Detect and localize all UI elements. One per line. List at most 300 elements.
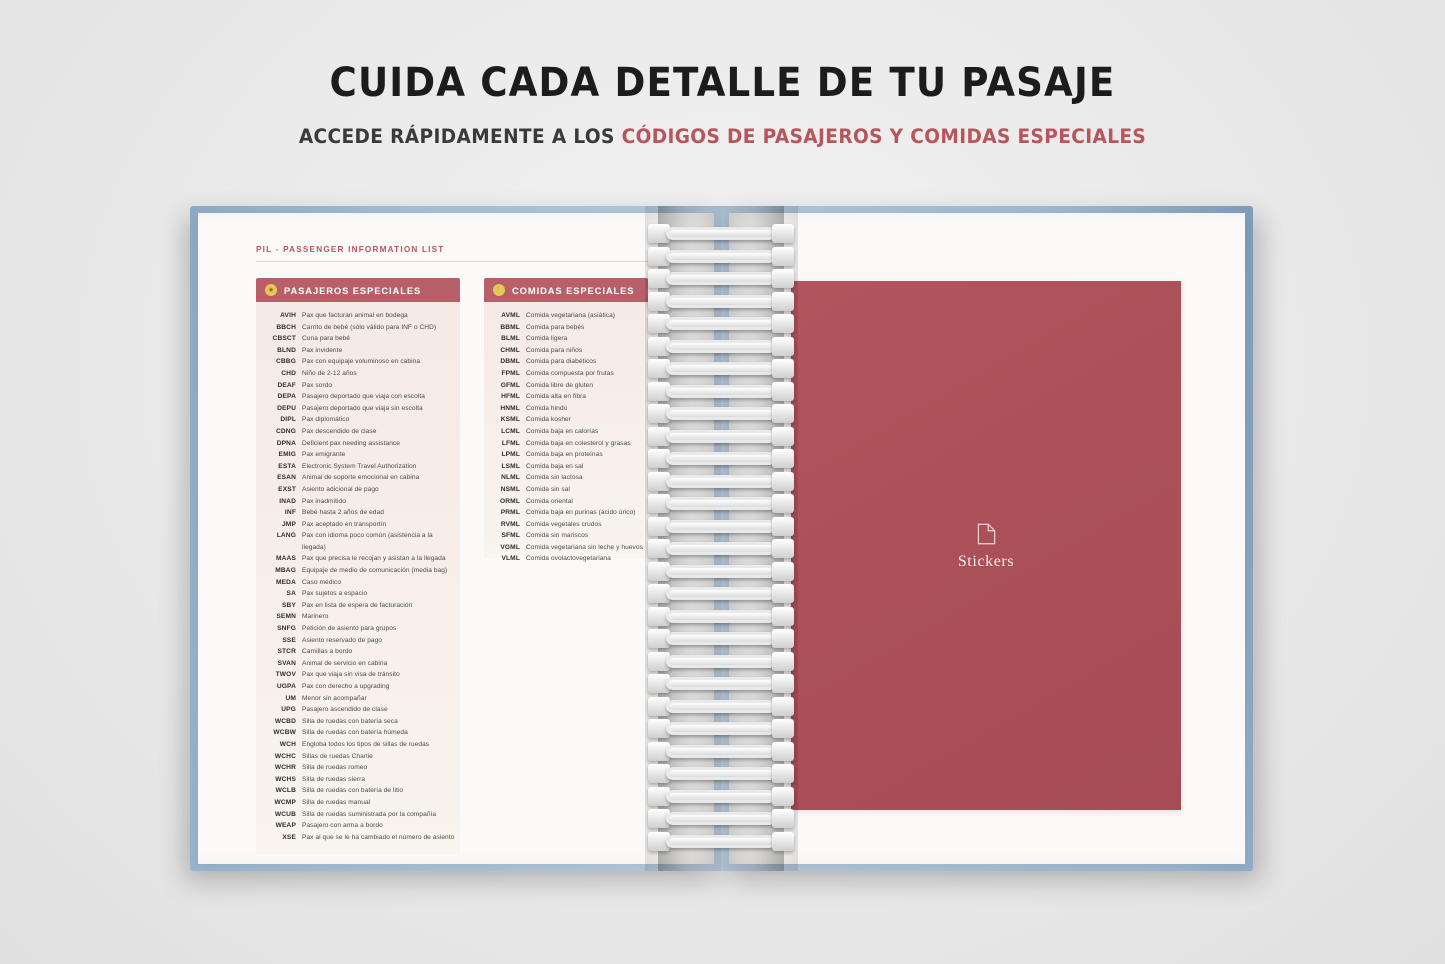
row-code: WEAP: [275, 822, 296, 830]
row-code: WCUB: [274, 810, 296, 818]
table-row: [256, 623, 456, 635]
table-row: [256, 507, 456, 519]
row-description: Pasajero con arma a bordo: [302, 822, 383, 830]
row-description: Pax descendido de clase: [302, 427, 377, 435]
star-badge-icon: ★: [265, 284, 277, 296]
spiral-ring: [648, 764, 794, 784]
row-description: Comida sin mariscos: [526, 532, 589, 540]
spiral-ring-wire: [666, 700, 776, 713]
meals-column-title: COMIDAS ESPECIALES: [512, 284, 635, 296]
row-code: SBY: [281, 601, 296, 609]
row-description: Pax con idioma poco común (asistencia a la llegada): [302, 532, 433, 551]
spiral-ring: [648, 247, 794, 267]
table-row: [256, 426, 456, 438]
table-row: [256, 693, 456, 705]
notebook-page-left: [198, 213, 714, 864]
spiral-ring: [648, 404, 794, 424]
spiral-ring-wire: [666, 407, 776, 420]
table-row: [256, 530, 456, 553]
table-row: [256, 600, 456, 612]
table-row: [484, 519, 644, 531]
row-code: ESAN: [277, 474, 296, 482]
row-description: Cuna para bebé: [302, 335, 350, 343]
table-row: [484, 322, 644, 334]
spiral-ring-wire: [666, 295, 776, 308]
table-row: [256, 577, 456, 589]
spiral-ring: [648, 314, 794, 334]
spiral-ring-wire: [666, 475, 776, 488]
spiral-ring-wire: [666, 497, 776, 510]
spiral-ring-cap-right: [772, 517, 794, 536]
spiral-ring: [648, 539, 794, 559]
row-description: Comida ligera: [526, 335, 568, 343]
row-description: Comida vegetariana sin leche y huevos: [526, 543, 643, 551]
passengers-column-title: PASAJEROS ESPECIALES: [284, 284, 422, 296]
table-row: [256, 356, 456, 368]
spiral-ring: [648, 629, 794, 649]
table-row: [484, 356, 644, 368]
spiral-ring: [648, 697, 794, 717]
row-description: Comida oriental: [526, 497, 573, 505]
row-code: MAAS: [275, 555, 296, 563]
table-row: [256, 588, 456, 600]
spiral-ring-wire: [666, 655, 776, 668]
row-description: Sillas de ruedas Charlie: [302, 752, 373, 760]
fork-badge-icon: 🍴: [493, 284, 505, 296]
table-row: [256, 368, 456, 380]
row-code: WCLB: [275, 787, 296, 795]
row-description: Comida ovolactovegetariana: [526, 555, 611, 563]
row-description: Marinero: [302, 613, 329, 621]
page-title: CUIDA CADA DETALLE DE TU PASAJE: [329, 60, 1116, 106]
table-row: [256, 496, 456, 508]
spiral-ring-wire: [666, 317, 776, 330]
spiral-ring-cap-right: [772, 247, 794, 266]
table-row: [256, 322, 456, 334]
spiral-ring: [648, 517, 794, 537]
table-row: [256, 704, 456, 716]
spiral-ring-cap-right: [772, 404, 794, 423]
table-row: [256, 519, 456, 531]
table-row: [484, 507, 644, 519]
row-code: JMP: [281, 520, 296, 528]
row-code: HFML: [501, 393, 520, 401]
spiral-ring-wire: [666, 835, 776, 848]
row-code: UGPA: [276, 683, 296, 690]
row-description: Comida para niños: [526, 346, 583, 354]
spiral-ring-cap-right: [772, 697, 794, 716]
spiral-ring-wire: [666, 812, 776, 825]
row-code: CDNG: [275, 427, 296, 435]
row-description: Asiento reservado de pago: [302, 636, 383, 644]
row-description: Comida kosher: [526, 416, 571, 424]
row-description: Pax emigrante: [302, 451, 346, 459]
row-description: Silla de ruedas romeo: [302, 764, 368, 772]
row-description: Pax aceptado en transportín: [302, 520, 387, 528]
row-description: Pax sujetos a espacio: [302, 590, 368, 598]
row-description: Camillas a bordo: [302, 648, 353, 656]
spiral-ring-wire: [666, 745, 776, 758]
row-code: WCHS: [275, 775, 296, 783]
notebook: [190, 206, 1253, 871]
row-code: SA: [286, 590, 296, 598]
row-code: XSE: [282, 833, 296, 841]
table-row: [484, 368, 644, 380]
table-row: [484, 310, 644, 322]
row-description: Bebé hasta 2 años de edad: [302, 509, 384, 517]
table-row: [256, 809, 456, 821]
spiral-ring: [648, 337, 794, 357]
row-code: INAD: [279, 497, 296, 505]
table-row: [256, 449, 456, 461]
row-description: Animal de servicio en cabina: [302, 659, 388, 667]
row-code: LCML: [501, 427, 520, 435]
spiral-ring: [648, 719, 794, 739]
spiral-ring-wire: [666, 722, 776, 735]
spiral-ring-cap-right: [772, 719, 794, 738]
row-code: EXST: [278, 485, 296, 493]
spiral-ring-cap-right: [772, 269, 794, 288]
row-description: Pax en lista de espera de facturación: [302, 601, 413, 609]
spiral-ring: [648, 427, 794, 447]
row-description: Comida para bebés: [526, 323, 585, 331]
row-code: MEDA: [275, 578, 296, 586]
table-row: [484, 484, 644, 496]
spiral-ring-wire: [666, 610, 776, 623]
table-row: [484, 333, 644, 345]
spiral-ring: [648, 742, 794, 762]
row-description: Comida baja en calorías: [526, 427, 599, 435]
spiral-ring-wire: [666, 767, 776, 780]
row-code: BBML: [500, 323, 520, 331]
table-row: [484, 391, 644, 403]
table-row: [256, 646, 456, 658]
row-code: BLND: [277, 346, 296, 354]
spiral-ring: [648, 472, 794, 492]
page-header: [0, 60, 1445, 148]
spiral-ring: [648, 809, 794, 829]
spiral-ring: [648, 787, 794, 807]
table-row: [256, 658, 456, 670]
spiral-ring-cap-right: [772, 449, 794, 468]
table-row: [256, 438, 456, 450]
spiral-ring-wire: [666, 385, 776, 398]
row-code: ORML: [499, 497, 520, 505]
row-description: Comida libre de gluten: [526, 381, 594, 389]
row-description: Comida baja en purinas (ácido úrico): [526, 509, 636, 517]
table-row: [256, 635, 456, 647]
table-row: [484, 380, 644, 392]
spiral-ring: [648, 359, 794, 379]
row-description: Electronic System Travel Authorization: [302, 462, 417, 470]
spiral-ring-wire: [666, 340, 776, 353]
table-row: [256, 832, 456, 844]
row-description: Pasajero deportado que viaja sin escolta: [302, 404, 423, 412]
spiral-ring-cap-right: [772, 224, 794, 243]
row-description: Silla de ruedas manual: [302, 798, 371, 806]
row-code: WCHR: [274, 764, 296, 772]
row-description: Silla de ruedas suministrada por la compañía: [302, 810, 437, 818]
passengers-list: [256, 302, 460, 849]
row-code: LPML: [501, 451, 520, 459]
row-code: HNML: [500, 404, 520, 412]
spiral-ring: [648, 832, 794, 852]
row-description: Asiento adicional de pago: [302, 485, 379, 493]
row-code: CHD: [281, 369, 296, 377]
table-row: [256, 820, 456, 832]
row-code: FPML: [501, 369, 520, 377]
row-description: Comida baja en proteínas: [526, 451, 603, 459]
spiral-ring-cap-right: [772, 337, 794, 356]
row-code: MBAG: [275, 567, 296, 575]
row-description: Caso médico: [302, 578, 342, 586]
spiral-ring-cap-right: [772, 539, 794, 558]
spiral-ring-wire: [666, 250, 776, 263]
spiral-ring-cap-right: [772, 787, 794, 806]
spiral-ring-cap-right: [772, 764, 794, 783]
row-description: Niño de 2-12 años: [302, 369, 357, 377]
row-code: LFML: [501, 439, 520, 447]
row-code: DEPU: [277, 404, 296, 412]
section-label: PIL - PASSENGER INFORMATION LIST: [256, 245, 445, 254]
table-row: [256, 472, 456, 484]
spiral-ring-wire: [666, 565, 776, 578]
table-row: [256, 333, 456, 345]
row-description: Menor sin acompañar: [302, 694, 367, 702]
passengers-column: [256, 278, 460, 855]
row-code: RVML: [500, 520, 520, 528]
table-row: [256, 310, 456, 322]
spiral-ring: [648, 674, 794, 694]
row-code: EMIG: [278, 451, 296, 459]
row-code: BBCH: [276, 323, 296, 331]
spiral-ring: [648, 269, 794, 289]
row-description: Silla de ruedas sierra: [302, 775, 366, 783]
table-row: [256, 484, 456, 496]
row-code: SVAN: [277, 659, 296, 667]
table-row: [256, 461, 456, 473]
table-row: [256, 681, 456, 693]
row-description: Comida sin lactosa: [526, 474, 583, 482]
spiral-ring: [648, 224, 794, 244]
spiral-ring: [648, 584, 794, 604]
row-description: Pax con equipaje voluminoso en cabina: [302, 358, 421, 366]
row-description: Pax diplomático: [302, 416, 350, 424]
subtitle-plain: ACCEDE RÁPIDAMENTE A LOS: [298, 125, 622, 148]
row-description: Comida vegetales crudos: [526, 520, 602, 528]
spiral-ring-wire: [666, 587, 776, 600]
spiral-ring: [648, 292, 794, 312]
spiral-ring-cap-right: [772, 674, 794, 693]
row-code: WCBD: [274, 717, 296, 725]
row-description: Silla de ruedas con batería húmeda: [302, 729, 408, 737]
spiral-ring: [648, 607, 794, 627]
spiral-ring: [648, 494, 794, 514]
row-description: Pax invidente: [302, 346, 343, 354]
row-code: WCH: [279, 740, 296, 748]
row-code: VLML: [501, 555, 520, 563]
row-description: Silla de ruedas con batería de litio: [302, 787, 404, 795]
spiral-ring-cap-right: [772, 832, 794, 851]
row-description: Comida baja en sal: [526, 462, 584, 470]
row-description: Petición de asiento para grupos: [302, 625, 397, 633]
spiral-ring-wire: [666, 272, 776, 285]
spiral-ring-cap-right: [772, 809, 794, 828]
table-row: [256, 553, 456, 565]
table-row: [256, 391, 456, 403]
table-row: [484, 472, 644, 484]
table-row: [484, 438, 644, 450]
row-code: CBSCT: [272, 335, 296, 343]
spiral-ring-wire: [666, 430, 776, 443]
row-description: Equipaje de medio de comunicación (media bag): [302, 567, 448, 575]
table-row: [484, 426, 644, 438]
row-description: Comida hindú: [526, 404, 568, 412]
table-row: [256, 785, 456, 797]
row-code: UPG: [281, 706, 296, 714]
row-description: Pax inadmitido: [302, 497, 346, 505]
spiral-ring-cap-right: [772, 314, 794, 333]
row-code: CHML: [500, 346, 520, 354]
row-description: Comida baja en colesterol y grasas: [526, 439, 631, 447]
row-code: LSML: [501, 462, 520, 470]
row-description: Comida alta en fibra: [526, 393, 587, 401]
spiral-ring-cap-right: [772, 584, 794, 603]
row-code: AVML: [501, 312, 520, 319]
row-code: ESTA: [278, 462, 296, 470]
row-code: WCHC: [274, 752, 296, 760]
row-code: PRML: [500, 509, 520, 517]
spiral-ring-wire: [666, 632, 776, 645]
row-code: WCBW: [273, 729, 296, 737]
row-description: Pax que precisa le recojan y asistan a la llegada: [302, 555, 446, 563]
page-subtitle: [36, 125, 1409, 148]
meals-list: [484, 302, 648, 571]
row-code: VGML: [500, 543, 520, 551]
sticker-sheet-label: Stickers: [957, 552, 1015, 570]
row-description: Engloba todos los tipos de sillas de ruedas: [302, 740, 430, 748]
spiral-ring-cap-right: [772, 359, 794, 378]
table-row: [256, 403, 456, 415]
row-code: NSML: [500, 485, 520, 493]
row-description: Deficient pax needing assistance: [302, 439, 401, 447]
spiral-ring: [648, 382, 794, 402]
table-row: [256, 716, 456, 728]
spiral-ring-cap-right: [772, 607, 794, 626]
row-description: Carrito de bebé (sólo válido para INF o CHD): [302, 323, 437, 331]
spiral-ring-wire: [666, 452, 776, 465]
spiral-ring: [648, 562, 794, 582]
table-row: [256, 727, 456, 739]
table-row: [256, 380, 456, 392]
table-row: [256, 669, 456, 681]
spiral-ring-cap-right: [772, 652, 794, 671]
row-code: KSML: [500, 416, 520, 424]
spiral-binding: [646, 206, 796, 871]
meals-column: [484, 278, 648, 563]
table-row: [256, 739, 456, 751]
row-code: UM: [285, 694, 296, 702]
table-row: [484, 496, 644, 508]
row-description: Silla de ruedas con batería seca: [302, 717, 398, 725]
spiral-ring-cap-right: [772, 629, 794, 648]
row-code: INF: [284, 509, 296, 517]
spiral-ring-cap-right: [772, 427, 794, 446]
table-row: [484, 345, 644, 357]
section-divider: [256, 261, 648, 262]
sticker-sheet: [791, 281, 1181, 810]
row-code: SSE: [282, 636, 296, 644]
spiral-ring-wire: [666, 227, 776, 240]
row-code: TWOV: [275, 671, 296, 679]
row-code: DIPL: [280, 416, 296, 424]
row-code: WCMP: [274, 798, 296, 806]
row-code: DEAF: [277, 381, 296, 389]
table-row: [256, 774, 456, 786]
row-description: Pax que facturan animal en bodega: [302, 312, 408, 319]
spiral-ring-cap-right: [772, 292, 794, 311]
meals-column-header: [484, 278, 648, 302]
table-row: [484, 553, 644, 565]
row-code: STCR: [277, 648, 296, 656]
spiral-ring-cap-right: [772, 562, 794, 581]
table-row: [484, 449, 644, 461]
table-row: [484, 403, 644, 415]
table-row: [484, 414, 644, 426]
row-description: Comida sin sal: [526, 485, 570, 493]
row-code: SFML: [501, 532, 520, 540]
row-description: Pax sordo: [302, 381, 333, 389]
spiral-ring-wire: [666, 520, 776, 533]
row-code: NLML: [501, 474, 520, 482]
row-code: SNFG: [277, 625, 296, 633]
row-description: Comida vegetariana (asiática): [526, 312, 616, 319]
table-row: [484, 542, 644, 554]
subtitle-accent: CÓDIGOS DE PASAJEROS Y COMIDAS ESPECIALES: [621, 125, 1147, 148]
row-description: Pax que viaja sin visa de tránsito: [302, 671, 400, 679]
table-row: [256, 565, 456, 577]
spiral-ring-wire: [666, 677, 776, 690]
table-row: [256, 797, 456, 809]
row-code: AVIH: [280, 312, 296, 319]
spiral-ring-cap-right: [772, 472, 794, 491]
spiral-ring: [648, 652, 794, 672]
table-row: [256, 751, 456, 763]
row-code: GFML: [500, 381, 520, 389]
spiral-ring-cap-right: [772, 494, 794, 513]
row-description: Pax con derecho a upgrading: [302, 683, 390, 690]
spiral-ring-wire: [666, 542, 776, 555]
row-description: Pasajero ascendido de clase: [302, 706, 388, 714]
row-description: Comida para diabéticos: [526, 358, 597, 366]
spiral-ring: [648, 449, 794, 469]
row-description: Animal de soporte emocional en cabina: [302, 474, 420, 482]
row-code: BLML: [501, 335, 520, 343]
row-code: DEPA: [277, 393, 296, 401]
table-row: [256, 611, 456, 623]
row-description: Pax al que se le ha cambiado el número de asiento: [302, 833, 455, 841]
notebook-page-right: [729, 213, 1245, 864]
row-code: DPNA: [276, 439, 296, 447]
sticker-peel-icon: [973, 521, 999, 547]
table-row: [256, 345, 456, 357]
row-description: Comida compuesta por frutas: [526, 369, 614, 377]
spiral-ring-wire: [666, 790, 776, 803]
row-code: CBBG: [275, 358, 296, 366]
table-row: [256, 762, 456, 774]
spiral-ring-cap-right: [772, 382, 794, 401]
passengers-column-header: [256, 278, 460, 302]
